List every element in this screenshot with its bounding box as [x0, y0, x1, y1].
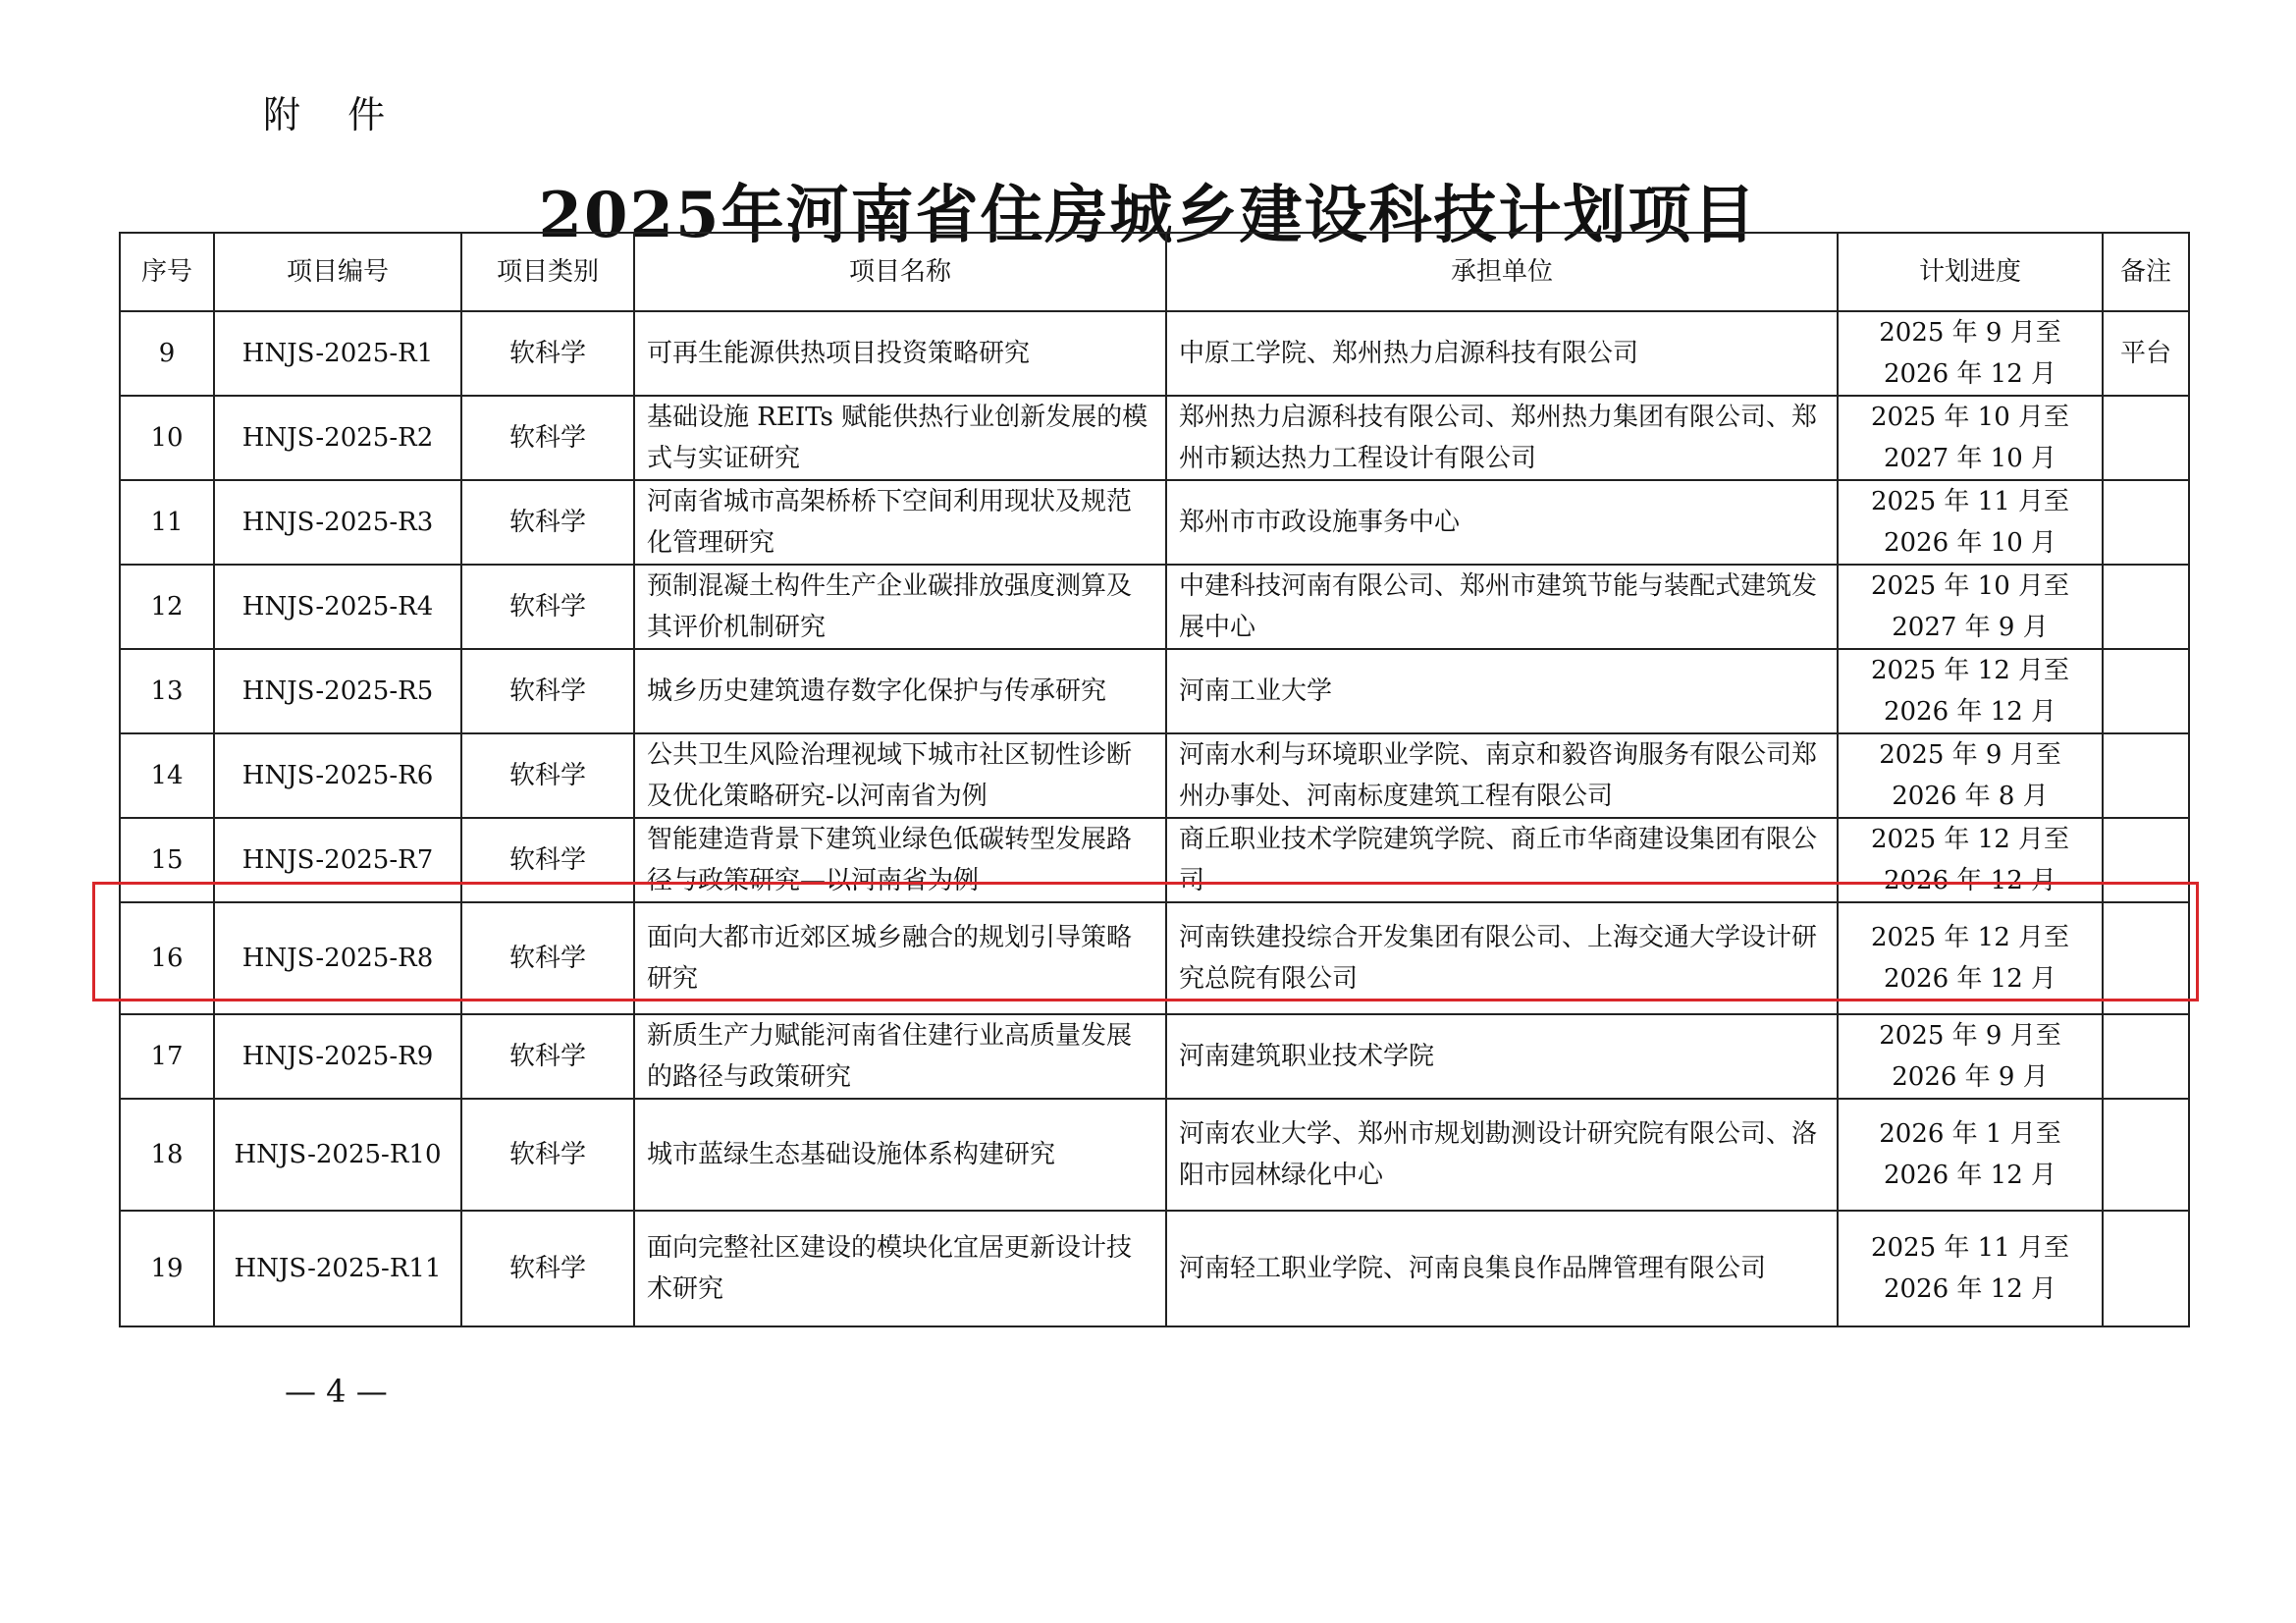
cell-no: 17	[120, 1014, 214, 1099]
schedule-end: 2027 年 9 月	[1892, 613, 2049, 642]
schedule-start: 2025 年 12 月至	[1870, 656, 2070, 685]
cell-schedule	[1838, 396, 2103, 480]
cell-unit: 河南工业大学	[1166, 649, 1838, 733]
cell-code: HNJS-2025-R10	[214, 1099, 461, 1211]
project-table	[119, 232, 2190, 1327]
cell-unit: 河南农业大学、郑州市规划勘测设计研究院有限公司、洛阳市园林绿化中心	[1166, 1099, 1838, 1211]
highlight-box	[92, 882, 2199, 1001]
table-row	[120, 480, 2189, 565]
cell-name: 面向大都市近郊区城乡融合的规划引导策略研究	[634, 902, 1166, 1014]
table-header-row	[120, 233, 2189, 311]
cell-no: 14	[120, 733, 214, 818]
cell-no: 15	[120, 818, 214, 902]
cell-unit: 中原工学院、郑州热力启源科技有限公司	[1166, 311, 1838, 396]
header-name: 项目名称	[634, 233, 1166, 311]
cell-note	[2103, 480, 2189, 565]
cell-unit: 河南轻工职业学院、河南良集良作品牌管理有限公司	[1166, 1211, 1838, 1326]
cell-code: HNJS-2025-R4	[214, 565, 461, 649]
cell-schedule	[1838, 1099, 2103, 1211]
cell-unit: 中建科技河南有限公司、郑州市建筑节能与装配式建筑发展中心	[1166, 565, 1838, 649]
schedule-end: 2026 年 12 月	[1883, 1274, 2057, 1304]
cell-name: 面向完整社区建设的模块化宜居更新设计技术研究	[634, 1211, 1166, 1326]
cell-unit: 商丘职业技术学院建筑学院、商丘市华商建设集团有限公司	[1166, 818, 1838, 902]
table-row	[120, 733, 2189, 818]
header-schedule: 计划进度	[1838, 233, 2103, 311]
cell-category: 软科学	[461, 480, 634, 565]
cell-note	[2103, 1211, 2189, 1326]
cell-no: 11	[120, 480, 214, 565]
cell-category: 软科学	[461, 1099, 634, 1211]
cell-schedule	[1838, 565, 2103, 649]
cell-code: HNJS-2025-R9	[214, 1014, 461, 1099]
cell-name: 公共卫生风险治理视域下城市社区韧性诊断及优化策略研究-以河南省为例	[634, 733, 1166, 818]
table-row	[120, 396, 2189, 480]
cell-schedule	[1838, 1014, 2103, 1099]
schedule-start: 2025 年 9 月至	[1879, 318, 2061, 348]
schedule-start: 2025 年 12 月至	[1870, 825, 2070, 854]
cell-name: 新质生产力赋能河南省住建行业高质量发展的路径与政策研究	[634, 1014, 1166, 1099]
schedule-end: 2026 年 12 月	[1883, 866, 2057, 895]
cell-code: HNJS-2025-R2	[214, 396, 461, 480]
cell-unit: 河南铁建投综合开发集团有限公司、上海交通大学设计研究总院有限公司	[1166, 902, 1838, 1014]
cell-code: HNJS-2025-R5	[214, 649, 461, 733]
schedule-end: 2026 年 12 月	[1883, 1161, 2057, 1190]
schedule-start: 2025 年 12 月至	[1870, 923, 2070, 952]
cell-note	[2103, 1014, 2189, 1099]
cell-category: 软科学	[461, 902, 634, 1014]
cell-no: 12	[120, 565, 214, 649]
table-row	[120, 565, 2189, 649]
table-row	[120, 1099, 2189, 1211]
cell-category: 软科学	[461, 818, 634, 902]
header-note: 备注	[2103, 233, 2189, 311]
cell-unit: 郑州热力启源科技有限公司、郑州热力集团有限公司、郑州市颖达热力工程设计有限公司	[1166, 396, 1838, 480]
cell-code: HNJS-2025-R11	[214, 1211, 461, 1326]
schedule-end: 2026 年 12 月	[1883, 359, 2057, 389]
cell-code: HNJS-2025-R3	[214, 480, 461, 565]
schedule-end: 2027 年 10 月	[1883, 444, 2057, 473]
cell-category: 软科学	[461, 311, 634, 396]
cell-note: 平台	[2103, 311, 2189, 396]
header-unit: 承担单位	[1166, 233, 1838, 311]
cell-no: 18	[120, 1099, 214, 1211]
cell-note	[2103, 396, 2189, 480]
page-number: — 4 —	[285, 1373, 388, 1410]
cell-unit: 河南水利与环境职业学院、南京和毅咨询服务有限公司郑州办事处、河南标度建筑工程有限公司	[1166, 733, 1838, 818]
cell-code: HNJS-2025-R7	[214, 818, 461, 902]
cell-schedule	[1838, 1211, 2103, 1326]
schedule-start: 2025 年 10 月至	[1870, 403, 2070, 432]
cell-category: 软科学	[461, 733, 634, 818]
cell-name: 基础设施 REITs 赋能供热行业创新发展的模式与实证研究	[634, 396, 1166, 480]
cell-note	[2103, 565, 2189, 649]
cell-code: HNJS-2025-R8	[214, 902, 461, 1014]
cell-code: HNJS-2025-R6	[214, 733, 461, 818]
header-code: 项目编号	[214, 233, 461, 311]
table-row	[120, 1014, 2189, 1099]
cell-name: 预制混凝土构件生产企业碳排放强度测算及其评价机制研究	[634, 565, 1166, 649]
header-category: 项目类别	[461, 233, 634, 311]
cell-category: 软科学	[461, 1211, 634, 1326]
cell-name: 城乡历史建筑遗存数字化保护与传承研究	[634, 649, 1166, 733]
document-title: 2025年河南省住房城乡建设科技计划项目	[538, 179, 1758, 252]
cell-note	[2103, 733, 2189, 818]
cell-name: 智能建造背景下建筑业绿色低碳转型发展路径与政策研究—以河南省为例	[634, 818, 1166, 902]
cell-note	[2103, 649, 2189, 733]
table-row	[120, 311, 2189, 396]
cell-unit: 郑州市市政设施事务中心	[1166, 480, 1838, 565]
attachment-label: 附 件	[263, 93, 403, 136]
schedule-start: 2025 年 9 月至	[1879, 1021, 2061, 1051]
cell-no: 10	[120, 396, 214, 480]
schedule-end: 2026 年 9 月	[1892, 1062, 2049, 1092]
cell-schedule	[1838, 733, 2103, 818]
cell-no: 19	[120, 1211, 214, 1326]
cell-category: 软科学	[461, 565, 634, 649]
cell-category: 软科学	[461, 1014, 634, 1099]
schedule-end: 2026 年 8 月	[1892, 782, 2049, 811]
schedule-start: 2026 年 1 月至	[1879, 1119, 2061, 1149]
cell-no: 13	[120, 649, 214, 733]
cell-name: 河南省城市高架桥桥下空间利用现状及规范化管理研究	[634, 480, 1166, 565]
cell-no: 16	[120, 902, 214, 1014]
cell-schedule	[1838, 649, 2103, 733]
cell-schedule	[1838, 311, 2103, 396]
table-row	[120, 1211, 2189, 1326]
schedule-start: 2025 年 10 月至	[1870, 571, 2070, 601]
schedule-start: 2025 年 9 月至	[1879, 740, 2061, 770]
cell-name: 可再生能源供热项目投资策略研究	[634, 311, 1166, 396]
cell-schedule	[1838, 480, 2103, 565]
cell-note	[2103, 1099, 2189, 1211]
table-row	[120, 649, 2189, 733]
cell-unit: 河南建筑职业技术学院	[1166, 1014, 1838, 1099]
header-no: 序号	[120, 233, 214, 311]
cell-name: 城市蓝绿生态基础设施体系构建研究	[634, 1099, 1166, 1211]
schedule-end: 2026 年 12 月	[1883, 697, 2057, 727]
cell-category: 软科学	[461, 396, 634, 480]
schedule-end: 2026 年 10 月	[1883, 528, 2057, 558]
schedule-start: 2025 年 11 月至	[1870, 1233, 2070, 1263]
cell-no: 9	[120, 311, 214, 396]
schedule-end: 2026 年 12 月	[1883, 964, 2057, 994]
schedule-start: 2025 年 11 月至	[1870, 487, 2070, 516]
cell-code: HNJS-2025-R1	[214, 311, 461, 396]
cell-category: 软科学	[461, 649, 634, 733]
